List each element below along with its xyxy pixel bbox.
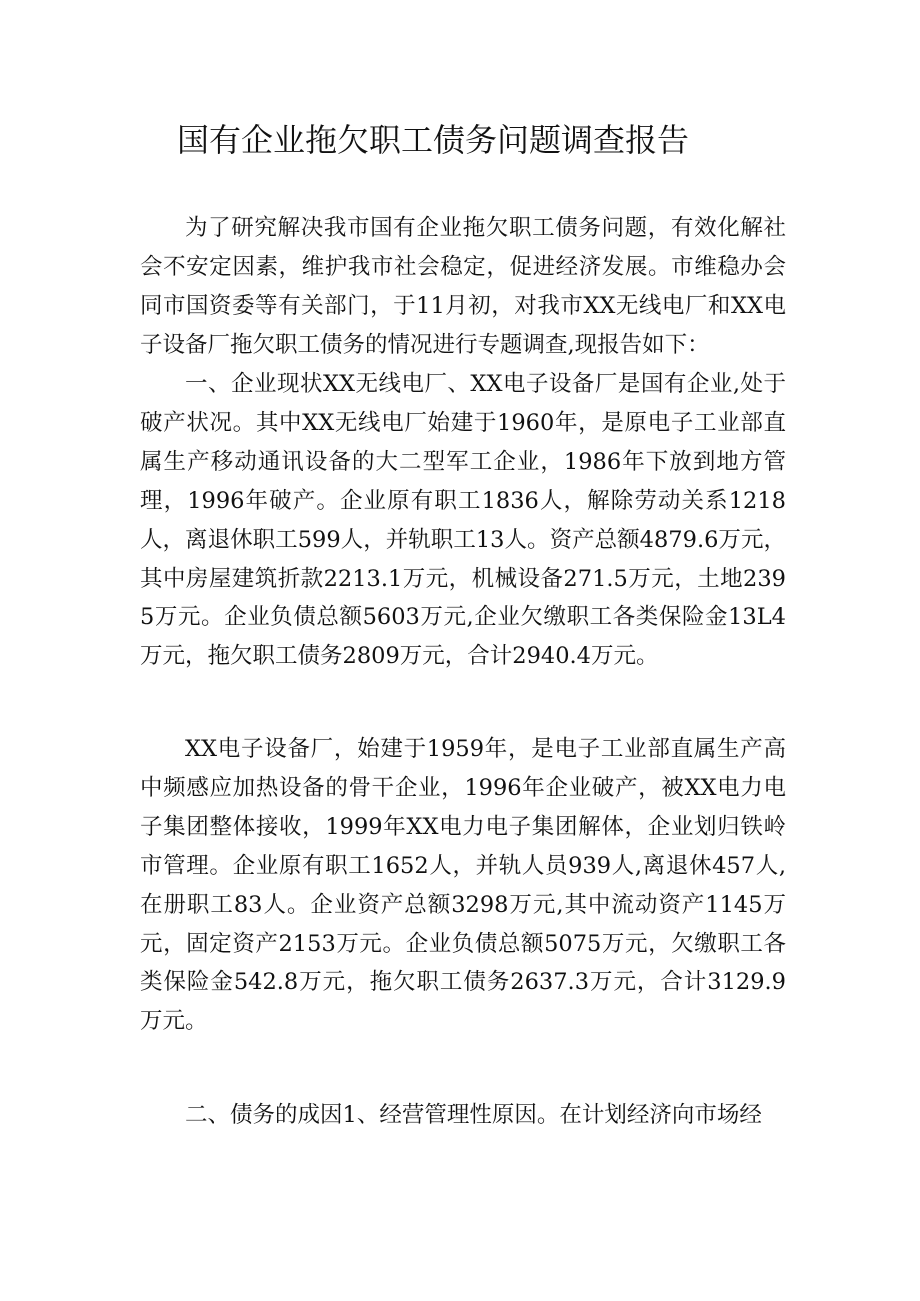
paragraph-section-1-continued: XX电子设备厂，始建于1959年，是电子工业部直属生产高中频感应加热设备的骨干企业，1996年企业破产，被XX电力电子集团整体接收，1999年XX电力电子集团解体，企业划归铁岭市管理。企业原有职工1652人，并轨人员939人,离退休457人,在册职工83人。企业资产总额3298万元,其中流动资产1145万元，固定资产2153万元。企业负债总额5075万元，欠缴职工各类保险金542.8万元，拖欠职工债务2637.3万元，合计3129.9万元。 xyxy=(140,736,786,1035)
paragraph-intro: 为了研究解决我市国有企业拖欠职工债务问题，有效化解社会不安定因素，维护我市社会稳定，促进经济发展。市维稳办会同市国资委等有关部门，于11月初，对我市XX无线电厂和XX电子设备厂拖欠职工债务的情况进行专题调查,现报告如下： xyxy=(140,215,786,358)
paragraph-section-1: 一、企业现状XX无线电厂、XX电子设备厂是国有企业,处于破产状况。其中XX无线电厂始建于1960年，是原电子工业部直属生产移动通讯设备的大二型军工企业，1986年下放到地方管理，1996年破产。企业原有职工1836人，解除劳动关系1218人，离退休职工599人，并轨职工13人。资产总额4879.6万元，其中房屋建筑折款2213.1万元，机械设备271.5万元，土地2395万元。企业负债总额5603万元,企业欠缴职工各类保险金13L4万元，拖欠职工债务2809万元，合计2940.4万元。 xyxy=(140,371,786,670)
paragraph-section-2: 二、债务的成因1、经营管理性原因。在计划经济向市场经 xyxy=(185,1102,762,1128)
document-title: 国有企业拖欠职工债务问题调查报告 xyxy=(176,121,689,159)
